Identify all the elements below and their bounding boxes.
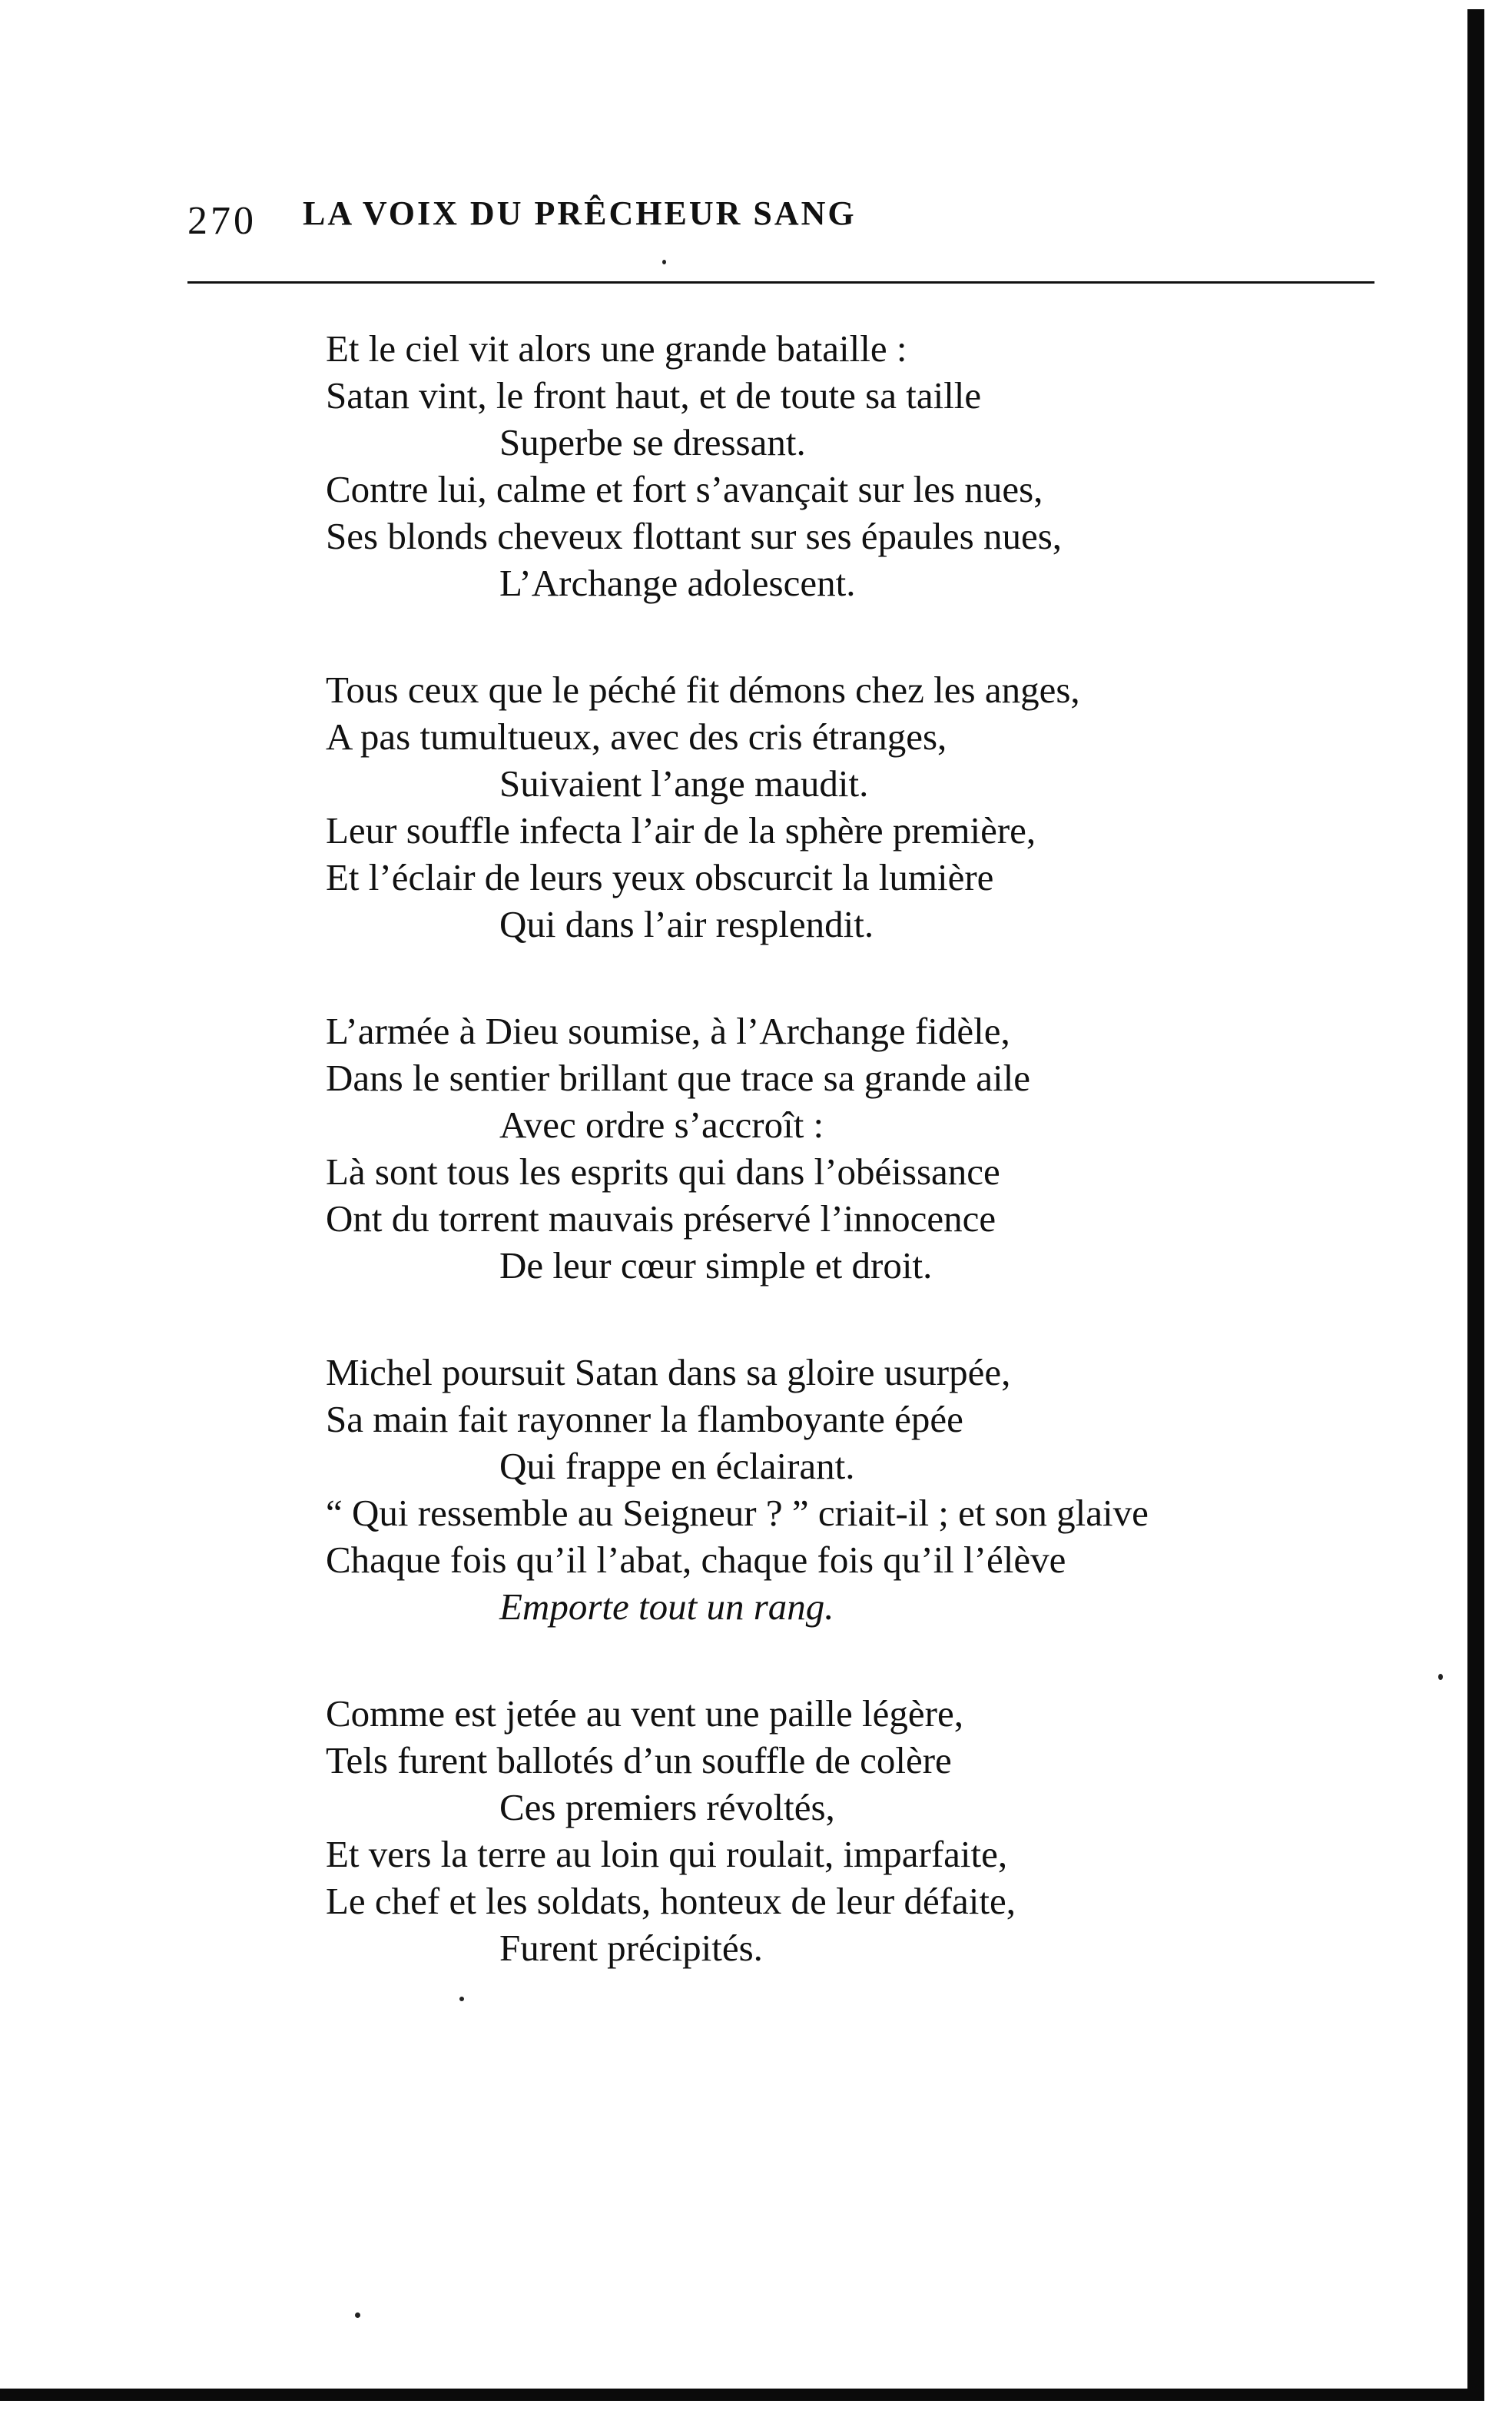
verse-line: Ses blonds cheveux flottant sur ses épaules nues, xyxy=(326,515,1063,557)
page-header xyxy=(187,192,1374,246)
verse-line-short: Suivaient l’ange maudit. xyxy=(499,762,869,805)
verse-line: Michel poursuit Satan dans sa gloire usurpée, xyxy=(326,1351,1011,1393)
verse-line: Dans le sentier brillant que trace sa grande aile xyxy=(326,1057,1030,1099)
stanza-4 xyxy=(326,1349,1386,1630)
verse-line: Contre lui, calme et fort s’avançait sur les nues, xyxy=(326,468,1043,510)
scan-bottom-edge xyxy=(0,2389,1484,2401)
verse-line: Et le ciel vit alors une grande bataille : xyxy=(326,327,907,370)
verse-line: Comme est jetée au vent une paille légère, xyxy=(326,1692,963,1735)
verse-line-short: Qui dans l’air resplendit. xyxy=(499,903,874,945)
verse-line: Et l’éclair de leurs yeux obscurcit la lumière xyxy=(326,856,994,898)
header-rule xyxy=(187,281,1374,284)
verse-line-short: L’Archange adolescent. xyxy=(499,562,856,604)
stanza-5 xyxy=(326,1690,1386,1971)
verse-line: Satan vint, le front haut, et de toute sa taille xyxy=(326,374,982,417)
verse-line: Chaque fois qu’il l’abat, chaque fois qu’il l’élève xyxy=(326,1539,1066,1581)
verse-line-short: Furent précipités. xyxy=(499,1927,763,1969)
running-title: LA VOIX DU PRÊCHEUR SANG xyxy=(303,194,857,232)
verse-line: Là sont tous les esprits qui dans l’obéissance xyxy=(326,1150,1000,1193)
verse-line: Tels furent ballotés d’un souffle de colère xyxy=(326,1739,952,1781)
page-number: 270 xyxy=(187,199,257,243)
stanza-3 xyxy=(326,1008,1386,1289)
verse-line: “ Qui ressemble au Seigneur ? ” criait-il ; et son glaive xyxy=(326,1492,1149,1534)
verse-line: Et vers la terre au loin qui roulait, imparfaite, xyxy=(326,1833,1008,1875)
verse-line-short: Avec ordre s’accroît : xyxy=(499,1104,824,1146)
verse-line-short: Ces premiers révoltés, xyxy=(499,1786,835,1828)
stanza-2 xyxy=(326,666,1386,948)
poem xyxy=(326,325,1386,2031)
verse-line: A pas tumultueux, avec des cris étranges, xyxy=(326,715,947,758)
verse-line-short: Qui frappe en éclairant. xyxy=(499,1445,855,1487)
verse-line-short: Emporte tout un rang. xyxy=(499,1585,834,1628)
stanza-1 xyxy=(326,325,1386,606)
verse-line-short: Superbe se dressant. xyxy=(499,421,806,463)
verse-line: L’armée à Dieu soumise, à l’Archange fidèle, xyxy=(326,1010,1010,1052)
verse-line: Sa main fait rayonner la flamboyante épée xyxy=(326,1398,963,1440)
verse-line: Ont du torrent mauvais préservé l’innocence xyxy=(326,1197,996,1240)
verse-line: Le chef et les soldats, honteux de leur défaite, xyxy=(326,1880,1016,1922)
scan-binding-edge xyxy=(1467,9,1484,2399)
verse-line: Leur souffle infecta l’air de la sphère première, xyxy=(326,809,1036,852)
verse-line: Tous ceux que le péché fit démons chez les anges, xyxy=(326,669,1080,711)
verse-line-short: De leur cœur simple et droit. xyxy=(499,1244,933,1287)
